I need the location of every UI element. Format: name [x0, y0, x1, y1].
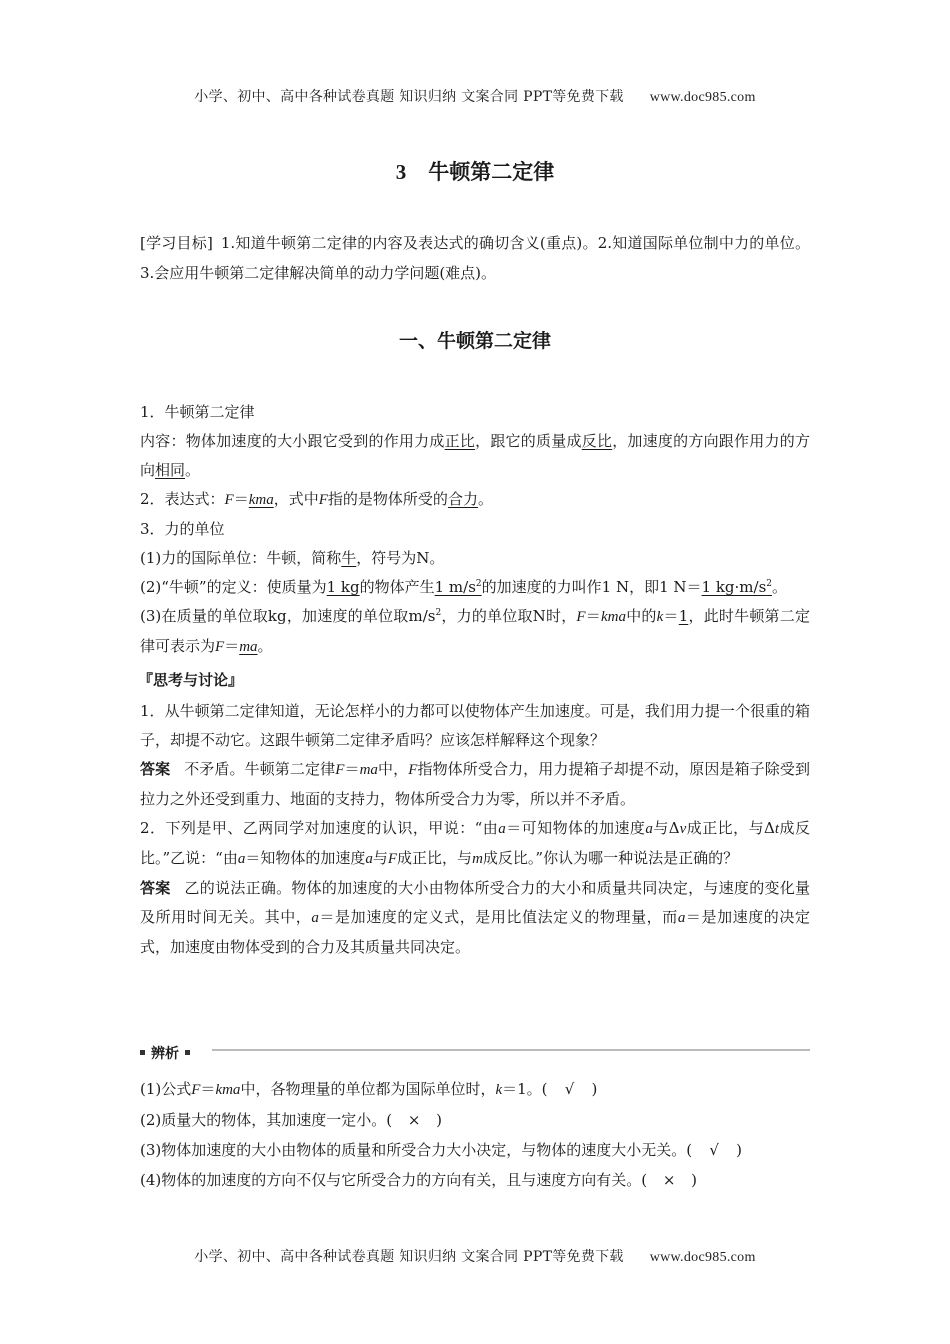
unit-item-2: (2)“牛顿”的定义：使质量为1 kg的物体产生1 $m/s^2$的加速度的力叫作1 N，即1 N＝1 $kg\cdot m/s^2$。 — [140, 578, 788, 596]
law-expression: 2．表达式：F＝kma，式中F指的是物体所受的合力。 — [140, 490, 493, 508]
check-mark: √ — [564, 1080, 575, 1098]
title-number: 3 — [395, 160, 407, 184]
check-mark: √ — [709, 1141, 719, 1159]
question-1: 1．从牛顿第二定律知道，无论怎样小的力都可以使物体产生加速度。可是，我们用力提一个很重的箱子，却提不动它。这跟牛顿第二定律矛盾吗？应该怎样解释这个现象？ — [140, 702, 810, 749]
judge-item-4: (4)物体的加速度的方向不仅与它所受合力的方向有关，且与速度方向有关。( × ) — [140, 1165, 810, 1195]
page-title — [0, 156, 950, 186]
header-url[interactable]: www.doc985.com — [649, 90, 756, 105]
section-title: 一、牛顿第二定律 — [398, 330, 551, 352]
divider-line — [212, 1049, 810, 1051]
footer-text: 小学、初中、高中各种试卷真题 知识归纳 文案合同 PPT等免费下载 — [194, 1249, 624, 1265]
judge-item-2: (2)质量大的物体，其加速度一定小。( × ) — [140, 1105, 810, 1135]
answer-2: 答案 乙的说法正确。物体的加速度的大小由物体所受合力的大小和质量共同决定，与速度的变化量及所用时间无关。其中，a＝是加速度的定义式，是用比值法定义的物理量，而a＝是加速度的决定式，加速度由物体受到的合力及其质量共同决定。 — [140, 879, 810, 956]
goals-text: 1.知道牛顿第二定律的内容及表达式的确切含义(重点)。2.知道国际单位制中力的单位。3.会应用牛顿第二定律解决简单的动力学问题(难点)。 — [140, 234, 810, 282]
question-2: 2．下列是甲、乙两同学对加速度的认识，甲说：“由a＝可知物体的加速度a与Δv成正比，与Δt成反比。”乙说：“由a＝知物体的加速度a与F成正比，与m成反比。”你认为哪一种说法是正确的？ — [140, 819, 810, 867]
judge-label: 辨析 — [151, 1045, 179, 1062]
cross-mark: × — [662, 1171, 676, 1189]
learning-goals — [140, 228, 810, 288]
judge-list — [140, 1074, 810, 1195]
goals-label: [学习目标] — [140, 234, 213, 252]
law-heading: 1．牛顿第二定律 — [140, 403, 255, 421]
unit-heading: 3．力的单位 — [140, 520, 225, 538]
footer-url[interactable]: www.doc985.com — [649, 1250, 756, 1265]
title-text: 牛顿第二定律 — [428, 160, 555, 184]
cross-mark: × — [407, 1111, 421, 1129]
square-bullet-icon — [185, 1050, 190, 1055]
unit-item-1: (1)力的国际单位：牛顿，简称牛，符号为N。 — [140, 549, 445, 567]
main-body — [140, 398, 810, 962]
think-discuss-title: 『思考与讨论』 — [138, 671, 244, 689]
unit-item-3: (3)在质量的单位取kg，加速度的单位取$m/s^2$，力的单位取N时，F＝kma中的k＝1，此时牛顿第二定律可表示为F＝ma。 — [140, 607, 810, 655]
law-content: 内容：物体加速度的大小跟它受到的作用力成正比，跟它的质量成反比，加速度的方向跟作用力的方向相同。 — [140, 432, 810, 479]
page-header — [0, 86, 950, 106]
judge-divider — [140, 1042, 810, 1062]
header-text: 小学、初中、高中各种试卷真题 知识归纳 文案合同 PPT等免费下载 — [194, 89, 624, 105]
judge-item-3: (3)物体加速度的大小由物体的质量和所受合力大小决定，与物体的速度大小无关。( √ ) — [140, 1135, 810, 1165]
page-footer — [0, 1246, 950, 1266]
judge-item-1: (1)公式F＝kma中，各物理量的单位都为国际单位时，k＝1。( √ ) — [140, 1074, 810, 1105]
answer-1: 答案 不矛盾。牛顿第二定律F＝ma中，F指物体所受合力，用力提箱子却提不动，原因是箱子除受到拉力之外还受到重力、地面的支持力，物体所受合力为零，所以并不矛盾。 — [140, 760, 810, 808]
square-bullet-icon — [140, 1050, 145, 1055]
